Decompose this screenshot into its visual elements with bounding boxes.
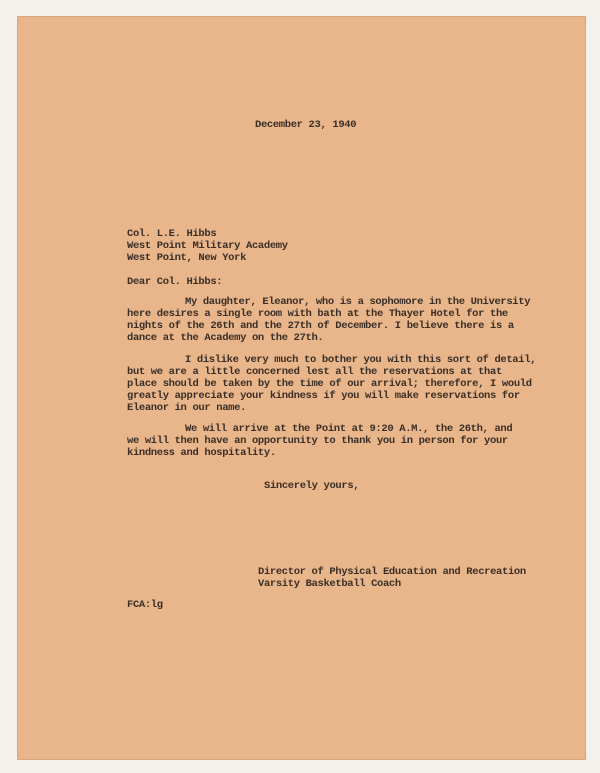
paragraph-1	[127, 296, 530, 344]
letter-date: December 23, 1940	[255, 119, 357, 131]
recipient-address	[127, 228, 288, 264]
paragraph-line: but we are a little concerned lest all the reservations at that	[127, 366, 502, 378]
paragraph-3	[127, 423, 512, 459]
paragraph-line: place should be taken by the time of our arrival; therefore, I would	[127, 378, 532, 390]
recipient-name: Col. L.E. Hibbs	[127, 228, 217, 240]
paragraph-line: I dislike very much to bother you with this sort of detail,	[185, 354, 537, 366]
recipient-location: West Point, New York	[127, 252, 247, 264]
signature-title: Varsity Basketball Coach	[258, 578, 401, 590]
paragraph-line: we will then have an opportunity to thank you in person for your	[127, 435, 508, 447]
paragraph-line: nights of the 26th and the 27th of December. I believe there is a	[127, 320, 514, 332]
typist-initials: FCA:lg	[127, 599, 163, 611]
paragraph-line: here desires a single room with bath at the Thayer Hotel for the	[127, 308, 508, 320]
paragraph-line: kindness and hospitality.	[127, 447, 276, 459]
recipient-institution: West Point Military Academy	[127, 240, 288, 252]
signature-title: Director of Physical Education and Recreation	[258, 566, 526, 578]
paragraph-2	[127, 354, 536, 414]
paragraph-line: Eleanor in our name.	[127, 402, 247, 414]
paragraph-line: My daughter, Eleanor, who is a sophomore in the University	[185, 296, 531, 308]
signature-block	[258, 566, 526, 590]
closing: Sincerely yours,	[264, 480, 360, 492]
paragraph-line: greatly appreciate your kindness if you will make reservations for	[127, 390, 520, 402]
paragraph-line: dance at the Academy on the 27th.	[127, 332, 324, 344]
paragraph-line: We will arrive at the Point at 9:20 A.M., the 26th, and	[185, 423, 513, 435]
salutation: Dear Col. Hibbs:	[127, 276, 223, 288]
